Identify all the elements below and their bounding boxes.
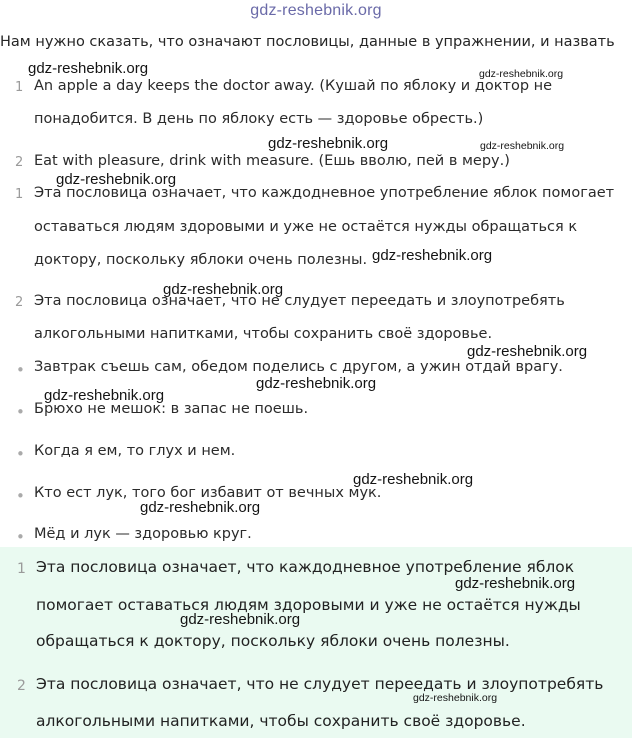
watermark: gdz-reshebnik.org [455,575,576,592]
watermark: gdz-reshebnik.org [180,611,301,628]
watermark: gdz-reshebnik.org [256,375,377,392]
watermark: gdz-reshebnik.org [353,471,474,488]
list-bullet: • [16,445,25,463]
watermark: gdz-reshebnik.org [480,140,565,152]
list-bullet: • [16,528,25,546]
watermark: gdz-reshebnik.org [56,171,177,188]
russian-proverb-3: Когда я ем, то глух и нем. [34,443,236,459]
meaning-1-line-2: оставаться людям здоровыми и уже не остаётся нужды обращаться к [34,219,578,235]
answer-2-line-1: Эта пословица означает, что не слудует переедать и злоупотребять [36,675,604,693]
meaning-2-line-2: алкогольными напитками, чтобы сохранить своё здоровье. [34,326,493,342]
list-bullet: • [16,487,25,505]
answer-1-line-2: помогает оставаться людям здоровыми и уже не остаётся нужды [36,596,581,614]
watermark: gdz-reshebnik.org [413,692,498,704]
watermark: gdz-reshebnik.org [28,60,149,77]
watermark: gdz-reshebnik.org [467,343,588,360]
watermark: gdz-reshebnik.org [163,281,284,298]
proverb-2-line-1: Eat with pleasure, drink with measure. (Ешь вволю, пей в меру.) [34,153,510,169]
meaning-1-line-3: доктору, поскольку яблоки очень полезны. [34,252,368,268]
answer-2-line-2: алкогольными напитками, чтобы сохранить своё здоровье. [36,712,526,730]
proverb-1-number: 1 [15,80,24,95]
answer-1-line-1: Эта пословица означает, что каждодневное употребление яблок [36,558,575,576]
russian-proverb-5: Мёд и лук — здоровью круг. [34,526,252,542]
proverb-1-line-1: An apple a day keeps the doctor away. (Кушай по яблоку и доктор не [34,78,553,94]
meaning-2-number: 2 [15,295,24,310]
answer-2-number: 2 [17,678,26,694]
task-intro: Нам нужно сказать, что означают пословицы, данные в упражнении, и назвать [0,34,615,50]
site-header-watermark[interactable]: gdz-reshebnik.org [250,2,382,19]
answer-1-line-3: обращаться к доктору, поскольку яблоки очень полезны. [36,632,510,650]
meaning-1-number: 1 [15,187,24,202]
proverb-2-number: 2 [15,155,24,170]
meaning-1-line-1: Эта пословица означает, что каждодневное употребление яблок помогает [34,185,615,201]
watermark: gdz-reshebnik.org [140,499,261,516]
list-bullet: • [16,361,25,379]
russian-proverb-1: Завтрак съешь сам, обедом поделись с другом, а ужин отдай врагу. [34,359,563,375]
russian-proverb-2: Брюхо не мешок: в запас не поешь. [34,401,309,417]
watermark: gdz-reshebnik.org [44,387,165,404]
watermark: gdz-reshebnik.org [372,247,493,264]
watermark: gdz-reshebnik.org [268,135,389,152]
meaning-2-line-1: Эта пословица означает, что не слудует переедать и злоупотребять [34,293,565,309]
russian-proverb-4: Кто ест лук, того бог избавит от вечных мук. [34,485,382,501]
list-bullet: • [16,403,25,421]
proverb-1-line-2: понадобится. В день по яблоку есть — здоровье обресть.) [34,111,484,127]
watermark: gdz-reshebnik.org [479,68,564,80]
answer-1-number: 1 [17,561,26,577]
